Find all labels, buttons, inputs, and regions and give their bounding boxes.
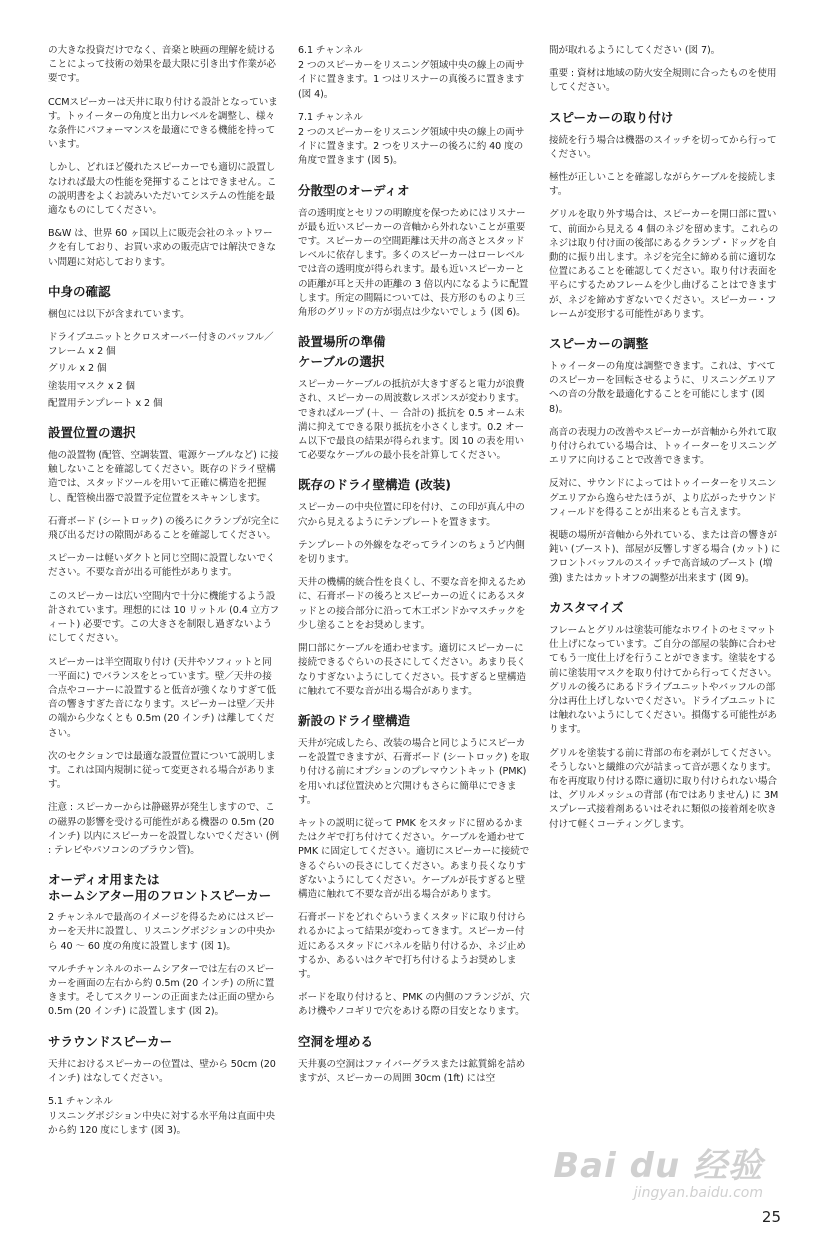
page-number: 25: [761, 1208, 781, 1226]
paragraph: 他の設置物 (配管、空調装置、電源ケーブルなど) に接触しないことを確認してください。既存のドライ壁構造では、スタッドツールを用いて正確に構造を把握し、配管検出器で設置予定位置をスキャンします。: [48, 450, 279, 504]
paragraph: 天井が完成したら、改装の場合と同じようにスピーカーを設置できますが、石膏ボード (シートロック) を取り付ける前にオプションのプレマウントキット (PMK) を用いれば位置決めと穴開けもさらに簡単にできます。: [298, 737, 530, 806]
list-item: グリル x 2 個: [48, 363, 107, 375]
heading-mounting: スピーカーの取り付け: [549, 109, 674, 125]
paragraph: 間が取れるようにしてください (図 7)。: [549, 45, 721, 56]
list-item: 塗装用マスク x 2 個: [48, 380, 135, 392]
column-left: [48, 44, 280, 1148]
paragraph: ボードを取り付けると、PMK の内側のフランジが、穴あけ機やノコギリで穴をあける際の目安となります。: [298, 992, 530, 1018]
paragraph: フレームとグリルは塗装可能なホワイトのセミマット仕上げになっています。ご自分の部屋の装飾に合わせてもう一度仕上げを行うことができます。塗装をする前に塗装用マスクを取り付けてから行ってください。グリルの後ろにあるドライブユニットやバッフルの部分は再仕上げしないでください。ドライブユニットには触れないようにしてください。損傷する可能性があります。: [549, 624, 777, 736]
paragraph: 反対に、サウンドによってはトゥイーターをリスニングエリアから逸らせたほうが、より広がったサウンドフィールドを得ることが出来るとも言えます。: [549, 478, 777, 518]
paragraph: このスピーカーは広い空間内で十分に機能するよう設計されています。理想的には 10 リットル (0.4 立方フィート) 必要です。この大きさを制限し過ぎないようにしてください。: [48, 590, 280, 645]
heading-new-drywall: 新設のドライ壁構造: [298, 712, 411, 728]
paragraph: 7.1 チャンネル: [298, 111, 363, 123]
paragraph: 開口部にケーブルを通わせます。適切にスピーカーに接続できるぐらいの長さにしてください。あまり長くなりすぎないようにしてください。長すぎると壁構造に触れて不要な音が出る場合があります。: [298, 643, 526, 697]
heading-distributed-audio: 分散型のオーディオ: [298, 182, 410, 198]
paragraph: 高音の表現力の改善やスピーカーが音軸から外れて取り付けられている場合は、トゥイーターをリスニングエリアに向けることで改善できます。: [549, 426, 777, 467]
paragraph: 2 つのスピーカーをリスニング領域中央の線上の両サイドに置きます。1 つはリスナーの真後ろに置きます (図 4)。: [298, 60, 525, 100]
paragraph: CCMスピーカーは天井に取り付ける設計となっています。トゥイーターの角度と出力レベルを調整し、様々な条件にパフォーマンスを最適にできる機能を持っています。: [48, 96, 278, 151]
paragraph: グリルを取り外す場合は、スピーカーを開口部に置いて、前面から見える 4 個のネジを留めます。これらのネジは取り付け面の後部にあるクランプ・ドッグを自動的に振り出します。ネジを完全に締める前に適切な位置にあることを確認してください。取り付け表面を平らにするためフレームを少し曲げることはできますが、ネジを締めすぎないでください。スピーカー・フレームが変形する可能性があります。: [549, 209, 779, 320]
heading-surround: サラウンドスピーカー: [48, 1033, 173, 1049]
paragraph: マルチチャンネルのホームシアターでは左右のスピーカーを画面の左右から約 0.5m (20 インチ) の所に置きます。そしてスクリーンの正面または正面の壁から 0.5m (20 インチ) に設置します (図 2)。: [48, 963, 275, 1018]
paragraph: B&W は、世界 60 ヶ国以上に販売会社のネットワークを有しており、お買い求めの販売店では解決できない問題に対応しております。: [48, 228, 276, 268]
paragraph: スピーカーは軽いダクトと同じ空間に設置しないでください。不要な音が出る可能性があります。: [48, 553, 276, 579]
paragraph: 接続を行う場合は機器のスイッチを切ってから行ってください。: [549, 134, 777, 160]
paragraph: 5.1 チャンネル: [48, 1095, 113, 1107]
column-middle: [298, 44, 531, 1095]
paragraph: しかし、どれほど優れたスピーカーでも適切に設置しなければ最大の性能を発揮することはできません。この説明書をよくお読みいただいてシステムの性能を最適なものにしてください。: [48, 162, 277, 217]
heading-position: 設置位置の選択: [48, 425, 136, 441]
heading-existing-drywall: 既存のドライ壁構造 (改装): [298, 477, 451, 493]
paragraph: 天井におけるスピーカーの位置は、壁から 50cm (20 インチ) はなしてください。: [48, 1058, 276, 1084]
column-right: [549, 44, 782, 841]
paragraph: 視聴の場所が音軸から外れている、または音の響きが鈍い (ブースト)、部屋が反響しすぎる場合 (カット) にフロントバッフルのスイッチで高音域のブースト (増強) またはカットオフの調整が出来ます (図 9)。: [549, 530, 781, 584]
paragraph: 音の透明度とセリフの明瞭度を保つためにはリスナーが最も近いスピーカーの音軸から外れないことが重要です。スピーカーの空間距離は天井の高さとスタッドレベルに依存します。多くのスピーカーはローレベルでは音の透明度が得られます。最も近いスピーカーとの距離が耳と天井の距離の 3 倍以内になるように配置します。所定の間隔については、長方形のものより三角形のグリッドの方が弱点は少ないでしょう (図 6)。: [298, 207, 529, 319]
paragraph: スピーカーの中央位置に印を付け、この印が真ん中の穴から見えるようにテンプレートを置きます。: [298, 502, 525, 528]
list-item: ドライブユニットとクロスオーバー付きのバッフル／フレーム x 2 個: [48, 332, 274, 358]
paragraph: の大きな投資だけでなく、音楽と映画の理解を続けることによって技術の効果を最大限に引き出す作業が必要です。: [48, 45, 276, 85]
paragraph: 梱包には以下が含まれています。: [48, 308, 190, 320]
paragraph: 重要 : 資材は地域の防火安全規則に合ったものを使用してください。: [549, 68, 777, 94]
heading-customize: カスタマイズ: [549, 599, 624, 615]
paragraph: 天井裏の空洞はファイバーグラスまたは鉱質綿を詰めますが、スピーカーの周囲 30cm (1ft) には空: [298, 1058, 526, 1084]
paragraph: キットの説明に従って PMK をスタッドに留めるかまたはクギで打ち付けてください。ケーブルを通わせて PMK に固定してください。適切にスピーカーに接続できるぐらいの長さにしてください。あまり長くなりすぎないようにしてください。ケーブルが長すぎると壁構造に触れて不要な音が出る場合があります。: [298, 817, 530, 900]
heading-line: ホームシアター用のフロントスピーカー: [48, 887, 272, 903]
paragraph: グリルを塗装する前に背部の布を剥がしてください。そうしないと繊維の穴が詰まって音が悪くなります。布を再度取り付ける際に適切に取り付けられない場合は、グリルメッシュの背部 (布ではありません) に 3M スプレー式接着剤あるいはそれに類似の接着剤を吹き付けて軽くコーティングします。: [549, 747, 779, 830]
paragraph: 天井の機構的統合性を良くし、不要な音を抑えるために、石膏ボードの後ろとスピーカーの近くにあるスタッドとの接合部分に沿って木工ボンドかマスチックを少し塗ることをお奨めします。: [298, 577, 526, 631]
paragraph: テンプレートの外線をなぞってラインのちょうど内側を切ります。: [298, 539, 525, 566]
paragraph: リスニングポジション中央に対する水平角は直面中央から約 120 度にします (図 3)。: [48, 1111, 276, 1137]
paragraph: スピーカーは半空間取り付け (天井やソフィットと同一平面に) でバランスをとっています。壁／天井の接合点やコーナーに設置すると低音が強くなりすぎて低音の響きすぎた音になります。スピーカーは壁／天井の端から少なくとも 0.5m (20 インチ) は離してください。: [48, 656, 276, 739]
watermark-url: jingyan.baidu.com: [633, 1185, 763, 1201]
paragraph: スピーカーケーブルの抵抗が大きすぎると電力が浪費され、スピーカーの周波数レスポンスが変わります。できればループ (＋、－ 合計の) 抵抗を 0.5 オーム未満に抑えてできる限り抵抗を小さくします。0.2 オーム以下で最良の結果が得られます。図 10 の表を用いて必要なケーブルの最小長を計算してください。: [298, 379, 525, 462]
list-item: 配置用テンプレート x 2 個: [48, 397, 163, 409]
paragraph: 注意 : スピーカーからは静磁界が発生しますので、この磁界の影響を受ける可能性がある機器の 0.5m (20 インチ) 以内にスピーカーを設置しないでください (例 : テレビやパソコンのブラウン管)。: [48, 802, 279, 856]
paragraph: 石膏ボードをどれぐらいうまくスタッドに取り付けられるかによって結果が変わってきます。スピーカー付近にあるスタッドにパネルを貼り付けるか、ネジ止めするか、あるいはクギで打ち付けるようお奨めします。: [298, 912, 526, 980]
paragraph: 石膏ボード (シートロック) の後ろにクランプが完全に飛び出るだけの隙間があることを確認してください。: [48, 515, 280, 542]
heading-contents: 中身の確認: [48, 283, 111, 299]
watermark-logo-text: Bai du 经验: [553, 1146, 763, 1186]
heading-line: オーディオ用または: [48, 872, 160, 888]
section-title-prep: 設置場所の準備: [298, 334, 386, 350]
heading-cable: ケーブルの選択: [298, 354, 385, 370]
heading-adjustment: スピーカーの調整: [549, 336, 649, 352]
heading-fill-cavity: 空洞を埋める: [298, 1033, 374, 1049]
heading-front-speakers: [48, 872, 280, 903]
paragraph: 6.1 チャンネル: [298, 45, 363, 56]
paragraph: 極性が正しいことを確認しながらケーブルを接続します。: [549, 172, 776, 198]
paragraph: 2 つのスピーカーをリスニング領域中央の線上の両サイドに置きます。2 つをリスナーの後ろに約 40 度の角度で置きます (図 5)。: [298, 127, 525, 167]
paragraph: トゥイーターの角度は調整できます。これは、すべてのスピーカーを回転させるように、リスニングエリアへの音の分散を最適化することを可能にします (図 8)。: [549, 361, 776, 415]
paragraph: 2 チャンネルで最高のイメージを得るためにはスピーカーを天井に設置し、リスニングポジションの中央から 40 ～ 60 度の角度に設置します (図 1)。: [48, 912, 276, 952]
watermark-logo: [553, 1138, 763, 1201]
paragraph: 次のセクションでは最適な設置位置について説明します。これは国内規制に従って変更される場合があります。: [48, 750, 276, 791]
